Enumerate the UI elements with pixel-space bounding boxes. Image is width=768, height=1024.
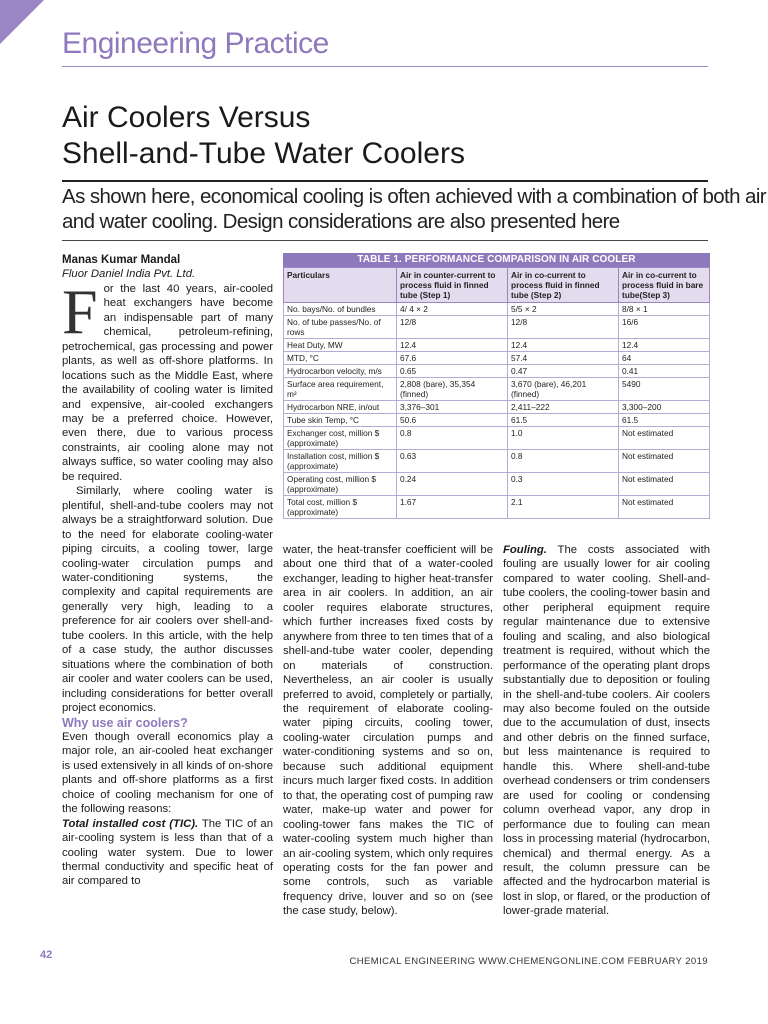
table-cell: Hydrocarbon NRE, in/out [284, 401, 397, 414]
table-row [284, 378, 710, 401]
table-cell: 61.5 [619, 414, 710, 427]
table-cell: Hydrocarbon velocity, m/s [284, 365, 397, 378]
table-header-cell: Air in co-current to process fluid in finned tube (Step 2) [508, 268, 619, 303]
table-cell: 16/6 [619, 316, 710, 339]
table-cell: Operating cost, million $ (approximate) [284, 473, 397, 496]
table-cell: Heat Duty, MW [284, 339, 397, 352]
table-cell: 57.4 [508, 352, 619, 365]
paragraph-6-text: The costs associated with fouling are usually lower for air cooling compared to water cooling. Shell-and-tube coolers, the cooling-tower basin and other peripheral equipment require regular maintenance due to extensive fouling and scaling, and also biological treatment is required, without which the performance of the operating plant drops substantially due to deposition or fouling in the shell-and-tube coolers. Air coolers may also become fouled on the outside due to the accumulation of dust, insects and other debris on the finned surface, but less maintenance is required to handle this. Where shell-and-tube overhead condensers or trim condensers are used for cooling or condensing column overhead vapor, any drop in performance due to fouling can mean loss in processing material (hydrocarbon, chemical) and thermal energy. As a result, the column pressure can be affected and the hydrocarbon material is lost in slop, or flared, or the production of lower-grade material. [503, 544, 710, 918]
author-affiliation: Fluor Daniel India Pvt. Ltd. [62, 268, 196, 281]
table-cell: 61.5 [508, 414, 619, 427]
table-cell: No. of tube passes/No. of rows [284, 316, 397, 339]
table-cell: 5/5 × 2 [508, 303, 619, 316]
corner-tab [0, 0, 44, 44]
paragraph-6 [503, 543, 710, 919]
table-row [284, 401, 710, 414]
column-2 [283, 543, 493, 919]
table-cell: 8/8 × 1 [619, 303, 710, 316]
table-caption: TABLE 1. PERFORMANCE COMPARISON IN AIR COOLER [283, 253, 710, 267]
paragraph-4-text: The TIC of an air-cooling system is less than that of a cooling water system. Due to lower thermal conductivity and specific heat of air compared to [62, 817, 273, 888]
paragraph-3: Even though overall economics play a major role, an air-cooled heat exchanger is used extensively in all kinds of on-shore plants and off-shore platforms as a first choice of cooling mechanism for one of the following reasons: [62, 730, 273, 816]
table-cell: No. bays/No. of bundles [284, 303, 397, 316]
paragraph-5: water, the heat-transfer coefficient will be about one third that of a water-cooled exchanger, leading to higher heat-transfer area in air coolers. In addition, an air cooler requires elaborate structures, which further increases fixed costs by anywhere from three to ten times that of a shell-and-tube water cooler, depending on materials of construction. Nevertheless, an air cooler is usually preferred to avoid, completely or partially, the requirement of elaborate cooling-water piping circuits, cooling tower, cooling-water circulation pumps and water-conditioning systems and so on, because such additional equipment incurs much larger fixed costs. In addition to that, the operating cost of pumping raw water, make-up water and power for cooling-tower fans makes the TIC of water-cooling system much higher than an air-cooling system, which only requires operating costs for the fan power and some controls, such as variable frequency drive, louver and so on (see the case study, below). [283, 544, 493, 918]
table-row [284, 473, 710, 496]
title-line-1: Air Coolers Versus [62, 101, 311, 134]
table-cell: Not estimated [619, 496, 710, 519]
table-cell: 64 [619, 352, 710, 365]
table-cell: 3,300–200 [619, 401, 710, 414]
table-cell: 12.4 [619, 339, 710, 352]
title-line-2: Shell-and-Tube Water Coolers [62, 137, 465, 170]
table-cell: 3,376–301 [397, 401, 508, 414]
table-cell: 0.63 [397, 450, 508, 473]
table-header-row [284, 268, 710, 303]
table-cell: Surface area requirement, m² [284, 378, 397, 401]
table-row [284, 316, 710, 339]
deck-rule [62, 240, 708, 241]
table-header-cell: Air in co-current to process fluid in bare tube(Step 3) [619, 268, 710, 303]
table-row [284, 450, 710, 473]
table-row [284, 303, 710, 316]
table-header-cell: Air in counter-current to process fluid in finned tube (Step 1) [397, 268, 508, 303]
table-row [284, 339, 710, 352]
paragraph-4 [62, 817, 273, 889]
table-cell: 0.3 [508, 473, 619, 496]
table-header-cell: Particulars [284, 268, 397, 303]
table-cell: 1.67 [397, 496, 508, 519]
table-cell: Not estimated [619, 450, 710, 473]
paragraph-1: or the last 40 years, air-cooled heat exchangers have become an indispensable part of many chemical, petroleum-refining, petrochemical, gas processing and power plants, as well as off-shore platforms. In locations such as the Middle East, where the availability of cooling water is limited and expensive, air-cooled exchangers may be a preferred choice. However, even there, due to various process constraints, air cooling alone may not always suffice, so water cooling may also be required. [62, 282, 273, 483]
page-footer [40, 949, 708, 970]
column-1 [62, 253, 273, 889]
table-cell: 0.47 [508, 365, 619, 378]
intro-paragraph [62, 275, 273, 484]
paragraph-2: Similarly, where cooling water is plentiful, shell-and-tube coolers may not always be a straightforward solution. Due to the need for elaborate cooling-water piping circuits, a cooling tower, large cooling-water circulation pumps and water-conditioning systems, the complexity and capital requirements are generally very high, leading to a preference for air coolers over shell-and-tube coolers. In this article, with the help of a case study, the author discusses situations where the combination of both air cooler and water coolers can be used, including considerations for better overall project economics. [62, 485, 273, 715]
table-cell: 67.6 [397, 352, 508, 365]
table-cell: 50.6 [397, 414, 508, 427]
header-rule [62, 66, 708, 67]
subheading-why-air-coolers: Why use air coolers? [62, 715, 188, 730]
table-cell: 2.1 [508, 496, 619, 519]
table-cell: 0.41 [619, 365, 710, 378]
article-title [62, 100, 702, 172]
table-cell: 0.65 [397, 365, 508, 378]
table-cell: 2,411–222 [508, 401, 619, 414]
table-cell: Tube skin Temp, °C [284, 414, 397, 427]
table-cell: Total cost, million $ (approximate) [284, 496, 397, 519]
table-row [284, 414, 710, 427]
table-cell: 2,808 (bare), 35,354 (finned) [397, 378, 508, 401]
title-rule [62, 180, 708, 182]
deck-line-1: As shown here, economical cooling is often achieved with a combination of both air [62, 185, 767, 208]
author-name: Manas Kumar Mandal [62, 254, 181, 266]
table-cell: 4/ 4 × 2 [397, 303, 508, 316]
table-row [284, 352, 710, 365]
table-cell: 0.8 [397, 427, 508, 450]
table-cell: Installation cost, million $ (approximate) [284, 450, 397, 473]
table-cell: 3,670 (bare), 46,201 (finned) [508, 378, 619, 401]
page-number: 42 [40, 949, 53, 961]
tic-label: Total installed cost (TIC). [62, 817, 199, 830]
table-cell: MTD, °C [284, 352, 397, 365]
column-3 [503, 543, 710, 919]
drop-cap: F [62, 275, 98, 347]
table-cell: 5490 [619, 378, 710, 401]
table-row [284, 365, 710, 378]
table-row [284, 427, 710, 450]
table-cell: Not estimated [619, 473, 710, 496]
table-cell: 0.24 [397, 473, 508, 496]
article-deck [62, 184, 767, 234]
table-cell: Not estimated [619, 427, 710, 450]
table-cell: 12.4 [397, 339, 508, 352]
fouling-label: Fouling. [503, 544, 547, 556]
table-cell: 12/8 [397, 316, 508, 339]
table-cell: 12.4 [508, 339, 619, 352]
table-cell: 12/8 [508, 316, 619, 339]
deck-line-2: and water cooling. Design considerations are also presented here [62, 210, 620, 233]
footer-text: CHEMICAL ENGINEERING WWW.CHEMENGONLINE.COM FEBRUARY 2019 [349, 956, 708, 967]
table-body [283, 267, 710, 519]
performance-table [283, 253, 710, 519]
table-cell: 1.0 [508, 427, 619, 450]
table-cell: 0.8 [508, 450, 619, 473]
table-row [284, 496, 710, 519]
table-cell: Exchanger cost, million $ (approximate) [284, 427, 397, 450]
section-label: Engineering Practice [62, 27, 329, 60]
